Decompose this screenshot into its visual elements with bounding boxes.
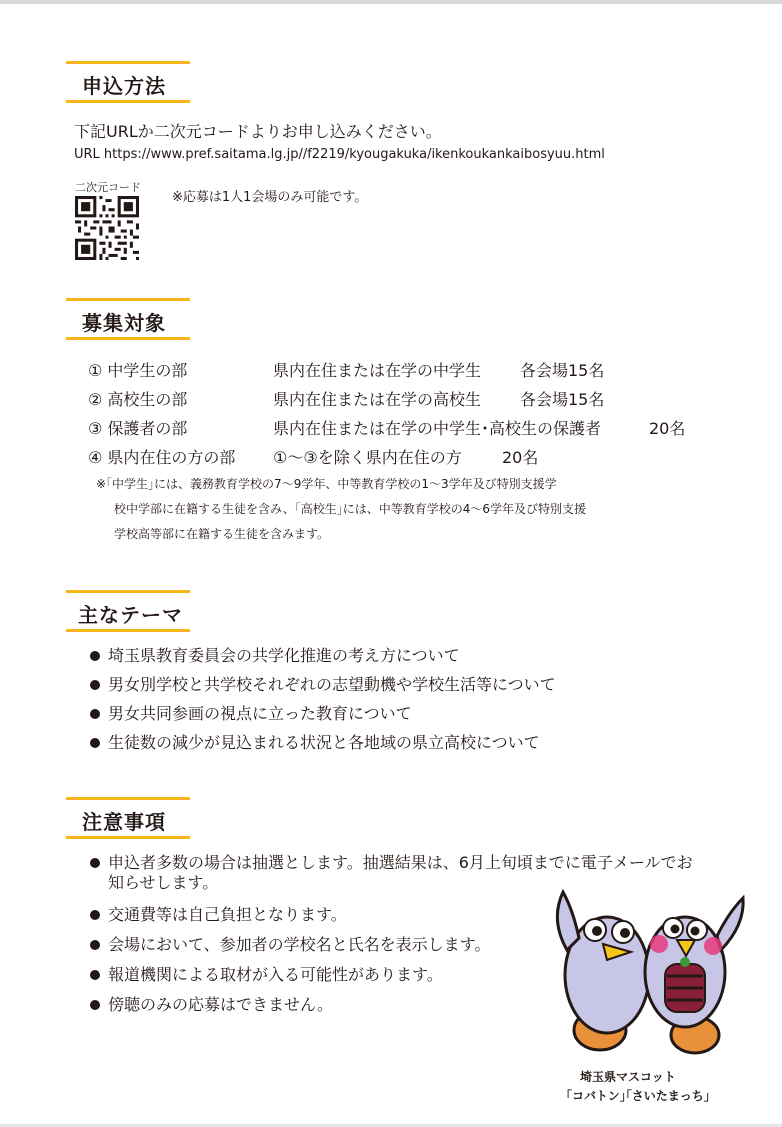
target-desc: ①～③を除く県内在住の方	[273, 448, 462, 467]
list-item	[88, 704, 556, 724]
target-desc: 県内在住または在学の高校生	[273, 390, 482, 409]
list-item-text: 報道機関による取材が入る可能性があります。	[108, 965, 443, 984]
list-item-text: 埼玉県教育委員会の共学化推進の考え方について	[108, 646, 460, 665]
mascot-caption-line1: 埼玉県マスコット	[580, 1070, 676, 1084]
mascot-illustration	[545, 880, 755, 1060]
heading-title: 主なテーマ	[78, 603, 183, 627]
list-item-text: 男女共同参画の視点に立った教育について	[108, 704, 412, 723]
target-note-line: ※｢中学生｣には、義務教育学校の7～9学年、中等教育学校の1～3学年及び特別支援学	[96, 477, 557, 491]
list-item	[88, 733, 556, 753]
section-heading-target	[66, 298, 190, 340]
heading-rule-top	[66, 797, 190, 800]
list-item-continuation: 知らせします。	[108, 873, 219, 892]
bullet-icon	[90, 738, 100, 748]
target-desc: 県内在住または在学の中学生	[273, 361, 482, 380]
heading-rule-top	[66, 298, 190, 301]
list-item-text: 交通費等は自己負担となります。	[108, 905, 347, 924]
target-label: ② 高校生の部	[88, 390, 188, 409]
target-count: 20名	[502, 448, 539, 467]
bullet-icon	[90, 1000, 100, 1010]
bullet-icon	[90, 680, 100, 690]
target-label: ④ 県内在住の方の部	[88, 448, 236, 467]
saitamacchi-figure	[645, 898, 743, 1053]
target-desc: 県内在住または在学の中学生･高校生の保護者	[273, 419, 602, 438]
heading-rule-bottom	[66, 629, 190, 632]
target-label: ① 中学生の部	[88, 361, 188, 380]
heading-title: 募集対象	[82, 311, 166, 335]
heading-rule-bottom	[66, 337, 190, 340]
apply-intro: 下記URLか二次元コードよりお申し込みください。	[74, 122, 442, 141]
top-border	[0, 0, 782, 4]
target-note-line: 校中学部に在籍する生徒を含み、｢高校生｣には、中等教育学校の4～6学年及び特別支援	[114, 502, 586, 516]
mascot-caption-line2: ｢コバトン｣｢さいたまっち｣	[566, 1089, 710, 1103]
section-heading-apply	[66, 61, 190, 103]
qr-label: 二次元コード	[75, 181, 141, 194]
target-label: ③ 保護者の部	[88, 419, 188, 438]
list-item-text: 男女別学校と共学校それぞれの志望動機や学校生活等について	[108, 675, 556, 694]
list-item	[88, 675, 556, 695]
target-note-line: 学校高等部に在籍する生徒を含みます。	[114, 527, 330, 541]
bullet-icon	[90, 709, 100, 719]
list-item	[88, 646, 556, 666]
heading-rule-bottom	[66, 836, 190, 839]
list-item-text: 会場において、参加者の学校名と氏名を表示します。	[108, 935, 491, 954]
target-count: 各会場15名	[520, 390, 605, 409]
list-item-text: 生徒数の減少が見込まれる状況と各地域の県立高校について	[108, 733, 540, 752]
section-heading-notes	[66, 797, 190, 839]
target-count: 20名	[649, 419, 686, 438]
heading-rule-bottom	[66, 100, 190, 103]
apply-url[interactable]: URL https://www.pref.saitama.lg.jp//f2219/kyougakuka/ikenkoukankaibosyuu.html	[74, 147, 605, 162]
kobaton-figure	[557, 892, 649, 1050]
bullet-icon	[90, 910, 100, 920]
heading-title: 注意事項	[82, 810, 166, 834]
qr-code-image[interactable]	[75, 196, 139, 260]
bullet-icon	[90, 940, 100, 950]
target-count: 各会場15名	[520, 361, 605, 380]
heading-rule-top	[66, 61, 190, 64]
apply-note: ※応募は1人1会場のみ可能です。	[172, 190, 368, 205]
themes-list	[88, 646, 556, 753]
heading-title: 申込方法	[82, 74, 166, 98]
bullet-icon	[90, 970, 100, 980]
heading-rule-top	[66, 590, 190, 593]
section-heading-themes	[66, 590, 190, 632]
bullet-icon	[90, 651, 100, 661]
list-item-text: 申込者多数の場合は抽選とします。抽選結果は、6月上旬頃までに電子メールでお	[108, 853, 693, 872]
bullet-icon	[90, 858, 100, 868]
list-item-text: 傍聴のみの応募はできません。	[108, 995, 333, 1014]
